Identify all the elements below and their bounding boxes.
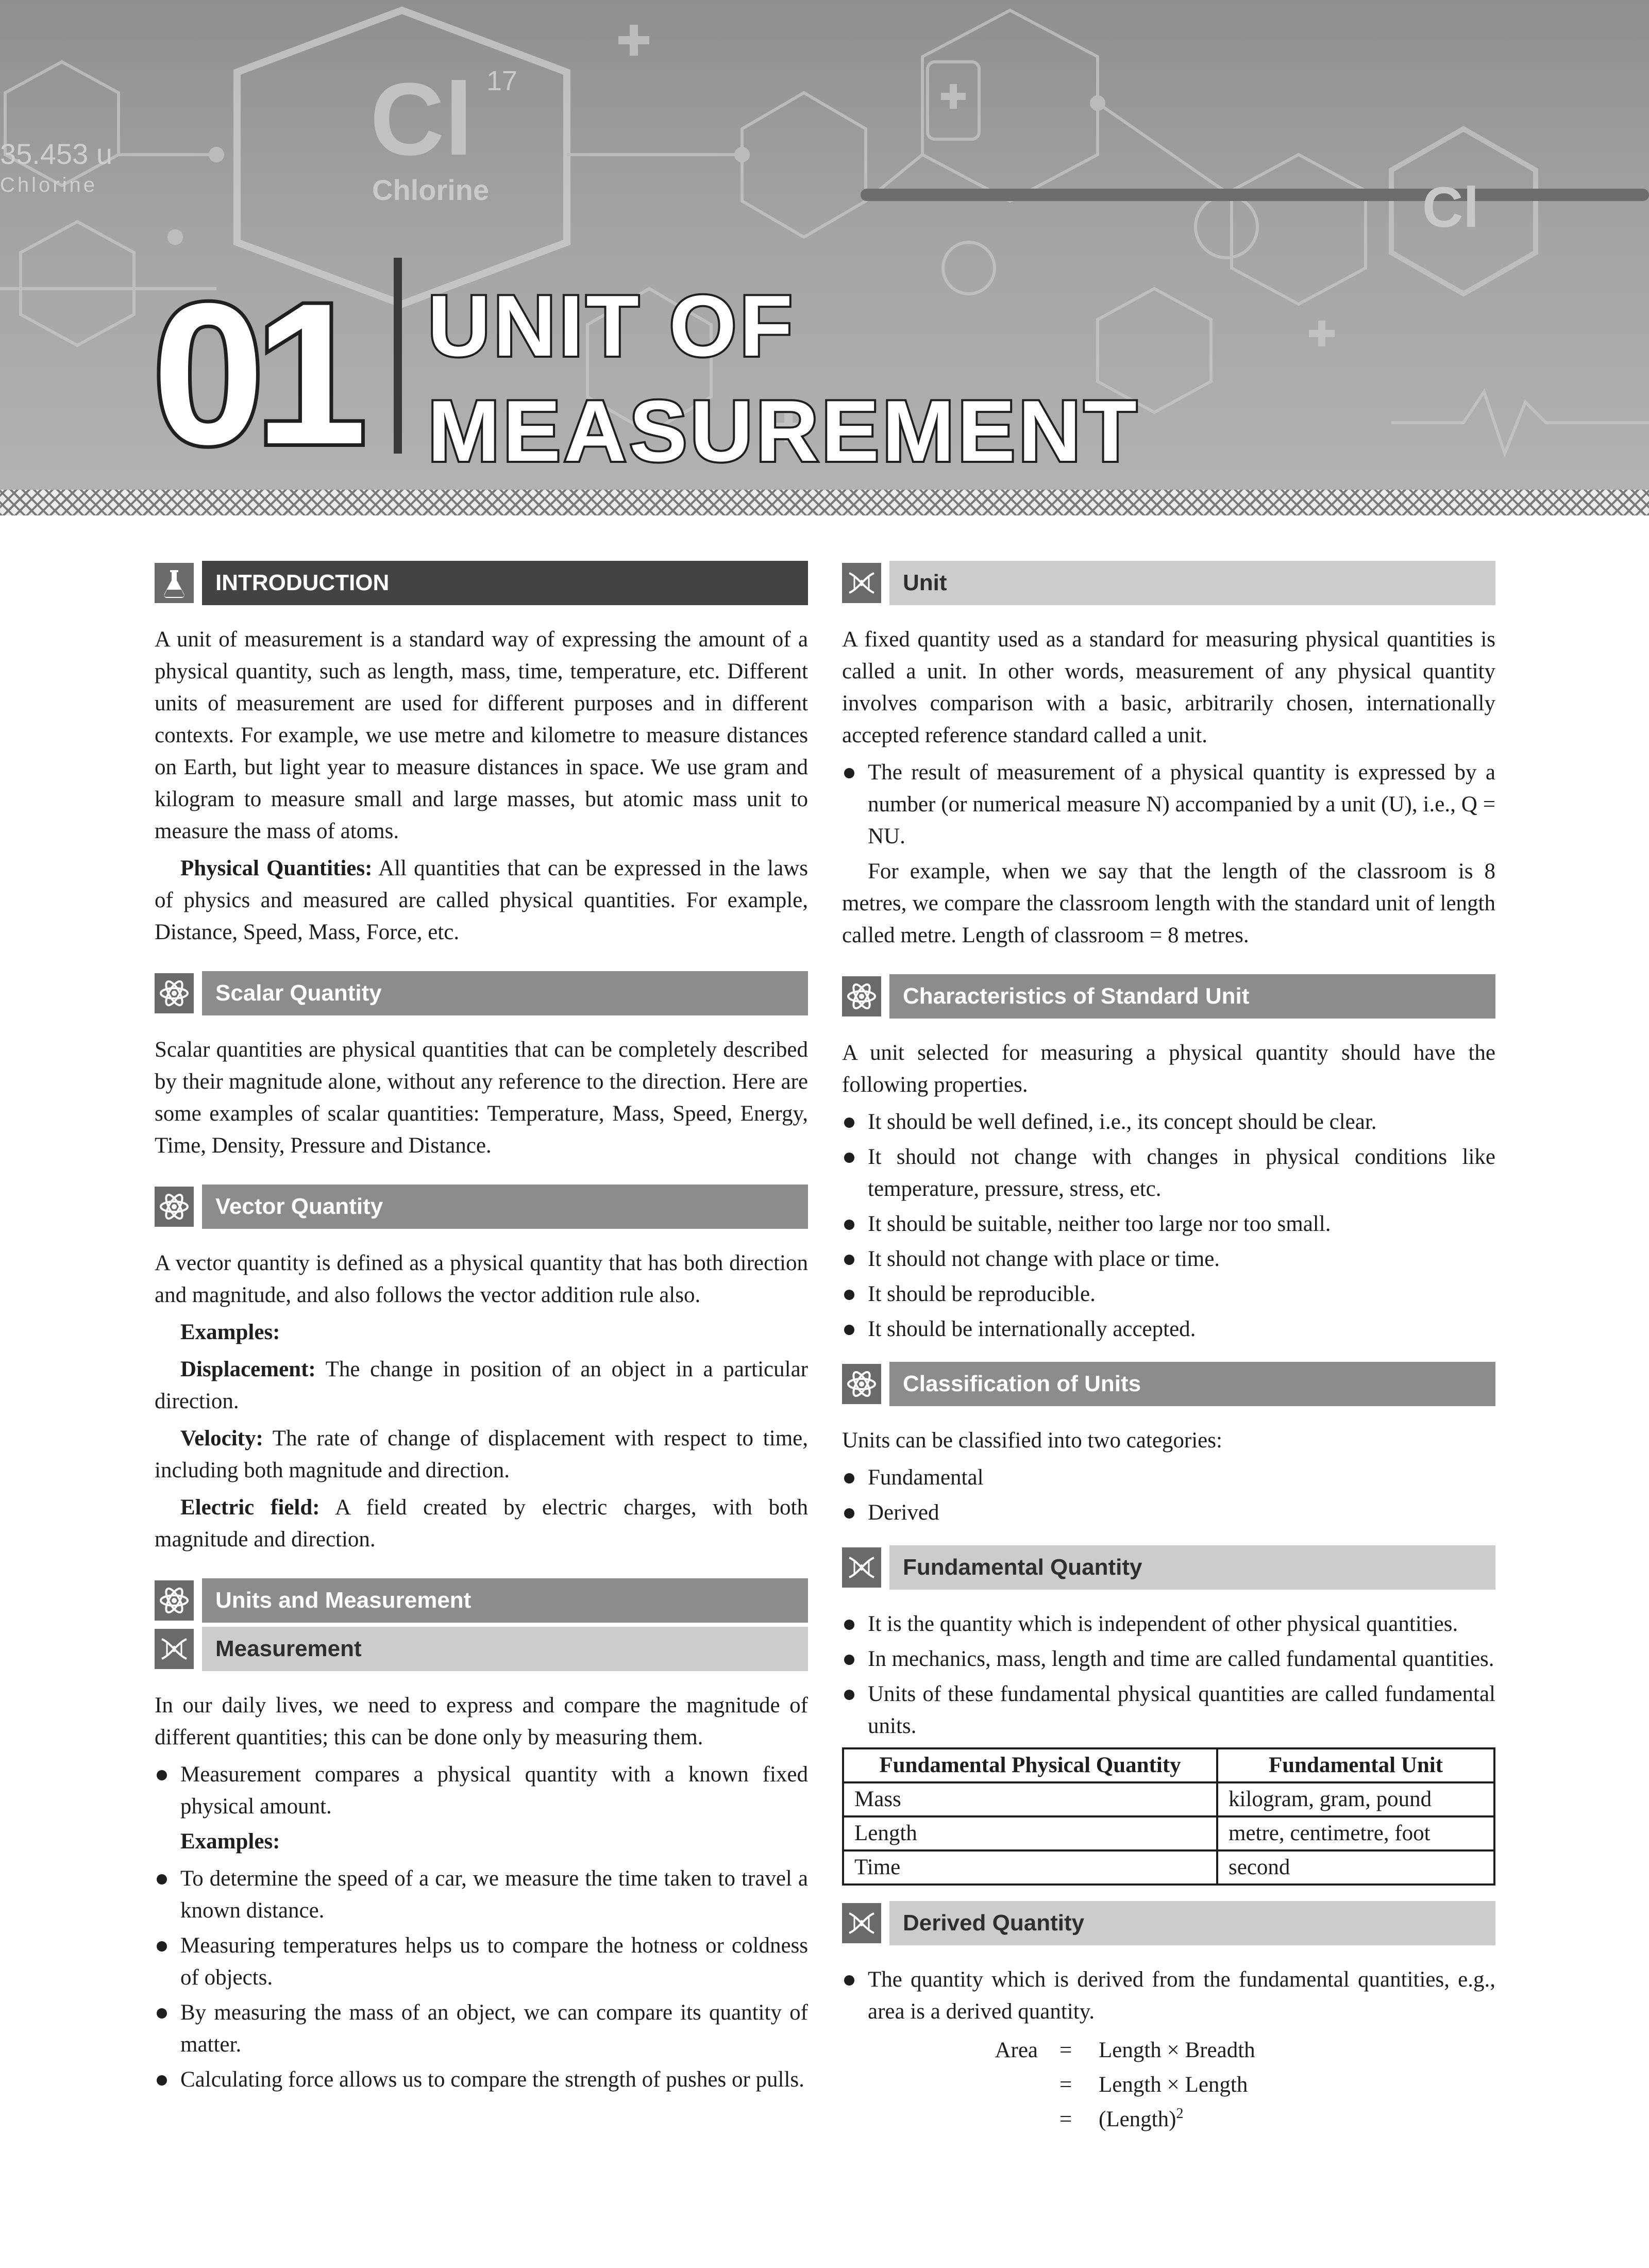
banner-pattern-strip	[0, 490, 1649, 515]
fundamental-list	[842, 1608, 1495, 1742]
table-header-row	[843, 1748, 1494, 1782]
flask-icon	[155, 563, 194, 603]
table-cell: Time	[843, 1850, 1217, 1885]
dna-icon	[842, 1903, 881, 1943]
electric-field-paragraph: Electric field: A field created by electric charges, with both magnitude and direction.	[155, 1495, 808, 1552]
section-classification	[842, 1362, 1495, 1406]
atom-icon	[842, 1364, 881, 1404]
characteristics-heading: Characteristics of Standard Unit	[889, 974, 1495, 1019]
table-header: Fundamental Unit	[1217, 1748, 1494, 1782]
measurement-examples-label: Examples:	[180, 1829, 280, 1854]
measurement-paragraph: In our daily lives, we need to express and compare the magnitude of different quantities; this can be done only by measuring them.	[155, 1693, 808, 1749]
section-fundamental-quantity	[842, 1545, 1495, 1590]
velocity-paragraph: Velocity: The rate of change of displacement with respect to time, including both magnitude and direction.	[155, 1426, 808, 1482]
dna-icon	[842, 1547, 881, 1588]
chapter-banner	[0, 0, 1649, 515]
list-item: Measurement compares a physical quantity with a known fixed physical amount.	[155, 1759, 808, 1823]
equation-rhs: (Length)$^2$	[1099, 2106, 1184, 2131]
equation-rhs: Length × Length	[1099, 2073, 1248, 2097]
section-unit	[842, 561, 1495, 605]
equation-line	[842, 2067, 1495, 2102]
banner-element-name: Chlorine	[372, 174, 490, 206]
chapter-title-line-2: MEASUREMENT	[428, 382, 1140, 479]
list-item: Units of these fundamental physical quantities are called fundamental units.	[842, 1678, 1495, 1742]
intro-paragraph: A unit of measurement is a standard way of expressing the amount of a physical quantity, such as length, mass, time, temperature, etc. Different units of measurement are used for different purposes and in different contexts. For example, we use metre and kilometre to measure distances on Earth, but light year to measure distances in space. We use gram and kilogram to measure small and large masses, but atomic mass unit to measure the mass of atoms.	[155, 627, 808, 843]
atom-icon	[842, 976, 881, 1016]
list-item: By measuring the mass of an object, we can compare its quantity of matter.	[155, 1997, 808, 2061]
electric-field-label: Electric field:	[180, 1495, 320, 1520]
vector-examples-label: Examples:	[180, 1320, 280, 1344]
measurement-definition-list	[155, 1759, 808, 1823]
classification-list	[842, 1462, 1495, 1529]
table-header: Fundamental Physical Quantity	[843, 1748, 1217, 1782]
banner-element-name-small: Chlorine	[0, 174, 97, 196]
atom-icon	[155, 973, 194, 1013]
list-item: It is the quantity which is independent of other physical quantities.	[842, 1608, 1495, 1640]
derived-quantity-heading: Derived Quantity	[889, 1901, 1495, 1945]
introduction-heading: INTRODUCTION	[202, 561, 808, 605]
dna-icon	[842, 563, 881, 603]
unit-example-paragraph: For example, when we say that the length of the classroom is 8 metres, we compare the classroom length with the standard unit of length called metre. Length of classroom = 8 metres.	[842, 859, 1495, 947]
table-row	[843, 1782, 1494, 1816]
classification-heading: Classification of Units	[889, 1362, 1495, 1406]
banner-atomic-number: 17	[486, 65, 518, 96]
section-scalar-quantity	[155, 971, 808, 1015]
chapter-divider	[394, 258, 402, 454]
section-introduction	[155, 561, 808, 605]
fundamental-quantity-heading: Fundamental Quantity	[889, 1545, 1495, 1590]
list-item: The quantity which is derived from the fundamental quantities, e.g., area is a derived quantity.	[842, 1964, 1495, 2028]
section-measurement	[155, 1627, 808, 1671]
section-derived-quantity	[842, 1901, 1495, 1945]
physical-quantities-text: All quantities that can be expressed in the laws of physics and measured are called physical quantities. For example, Distance, Speed, Mass, Force, etc.	[155, 856, 808, 944]
banner-atomic-mass: 35.453 u	[0, 138, 112, 170]
displacement-label: Displacement:	[180, 1357, 316, 1381]
fundamental-units-table	[842, 1747, 1495, 1886]
banner-symbol: Cl	[370, 62, 473, 177]
list-item: In mechanics, mass, length and time are called fundamental quantities.	[842, 1643, 1495, 1675]
list-item: Measuring temperatures helps us to compare the hotness or coldness of objects.	[155, 1930, 808, 1994]
equation-lhs: Area	[995, 2038, 1038, 2062]
table-cell: Length	[843, 1816, 1217, 1850]
equation-equals: =	[1059, 2073, 1072, 2097]
table-row	[843, 1816, 1494, 1850]
chapter-number: 01	[153, 261, 358, 486]
characteristics-paragraph: A unit selected for measuring a physical quantity should have the following properties.	[842, 1041, 1495, 1097]
physical-quantities-paragraph	[155, 853, 808, 948]
table-cell: metre, centimetre, foot	[1217, 1816, 1494, 1850]
list-item: It should not change with changes in physical conditions like temperature, pressure, stress, etc.	[842, 1141, 1495, 1205]
chapter-title-line-1: UNIT OF	[428, 277, 796, 374]
measurement-heading: Measurement	[202, 1627, 808, 1671]
vector-paragraph: A vector quantity is defined as a physical quantity that has both direction and magnitude, and also follows the vector addition rule also.	[155, 1251, 808, 1307]
displacement-paragraph: Displacement: The change in position of an object in a particular direction.	[155, 1357, 808, 1413]
list-item: Calculating force allows us to compare the strength of pushes or pulls.	[155, 2064, 808, 2096]
left-column	[155, 561, 808, 2101]
exponent: 2	[1176, 2106, 1184, 2122]
banner-symbol-small: Cl	[1422, 176, 1479, 239]
right-column	[842, 561, 1495, 2137]
vector-quantity-heading: Vector Quantity	[202, 1185, 808, 1229]
table-cell: second	[1217, 1850, 1494, 1885]
dna-icon	[155, 1629, 194, 1669]
section-units-and-measurement	[155, 1578, 808, 1623]
list-item: It should be internationally accepted.	[842, 1313, 1495, 1345]
area-equation	[842, 2033, 1495, 2137]
physical-quantities-label: Physical Quantities:	[180, 856, 373, 880]
table-cell: kilogram, gram, pound	[1217, 1782, 1494, 1816]
equation-equals: =	[1059, 2038, 1072, 2062]
section-vector-quantity	[155, 1185, 808, 1229]
equation-equals: =	[1059, 2107, 1072, 2131]
equation-rhs: Length × Breadth	[1099, 2038, 1255, 2062]
list-item: To determine the speed of a car, we measure the time taken to travel a known distance.	[155, 1863, 808, 1927]
atom-icon	[155, 1187, 194, 1227]
measurement-examples-list	[155, 1863, 808, 2096]
characteristics-list	[842, 1106, 1495, 1345]
equation-line	[842, 2033, 1495, 2067]
units-and-measurement-heading: Units and Measurement	[202, 1578, 808, 1623]
table-cell: Mass	[843, 1782, 1217, 1816]
list-item: It should be well defined, i.e., its concept should be clear.	[842, 1106, 1495, 1138]
list-item: It should not change with place or time.	[842, 1243, 1495, 1275]
derived-list	[842, 1964, 1495, 2028]
atom-icon	[155, 1580, 194, 1621]
unit-heading: Unit	[889, 561, 1495, 605]
unit-paragraph: A fixed quantity used as a standard for measuring physical quantities is called a unit. In other words, measurement of any physical quantity involves comparison with a basic, arbitrarily chosen, internationally accepted reference standard called a unit.	[842, 627, 1495, 747]
list-item: The result of measurement of a physical quantity is expressed by a number (or numerical measure N) accompanied by a unit (U), i.e., Q = NU.	[842, 757, 1495, 853]
list-item: It should be reproducible.	[842, 1278, 1495, 1310]
table-row	[843, 1850, 1494, 1885]
classification-paragraph: Units can be classified into two categories:	[842, 1428, 1222, 1453]
list-item: Derived	[842, 1497, 1495, 1529]
list-item: Fundamental	[842, 1462, 1495, 1494]
scalar-paragraph: Scalar quantities are physical quantities that can be completely described by their magnitude alone, without any reference to the direction. Here are some examples of scalar quantities: Temperature, Mass, Speed, Energy, Time, Density, Pressure and Distance.	[155, 1038, 808, 1158]
list-item: It should be suitable, neither too large nor too small.	[842, 1208, 1495, 1240]
scalar-quantity-heading: Scalar Quantity	[202, 971, 808, 1015]
unit-result-list	[842, 757, 1495, 853]
section-characteristics	[842, 974, 1495, 1019]
equation-line	[842, 2102, 1495, 2137]
velocity-label: Velocity:	[180, 1426, 263, 1450]
